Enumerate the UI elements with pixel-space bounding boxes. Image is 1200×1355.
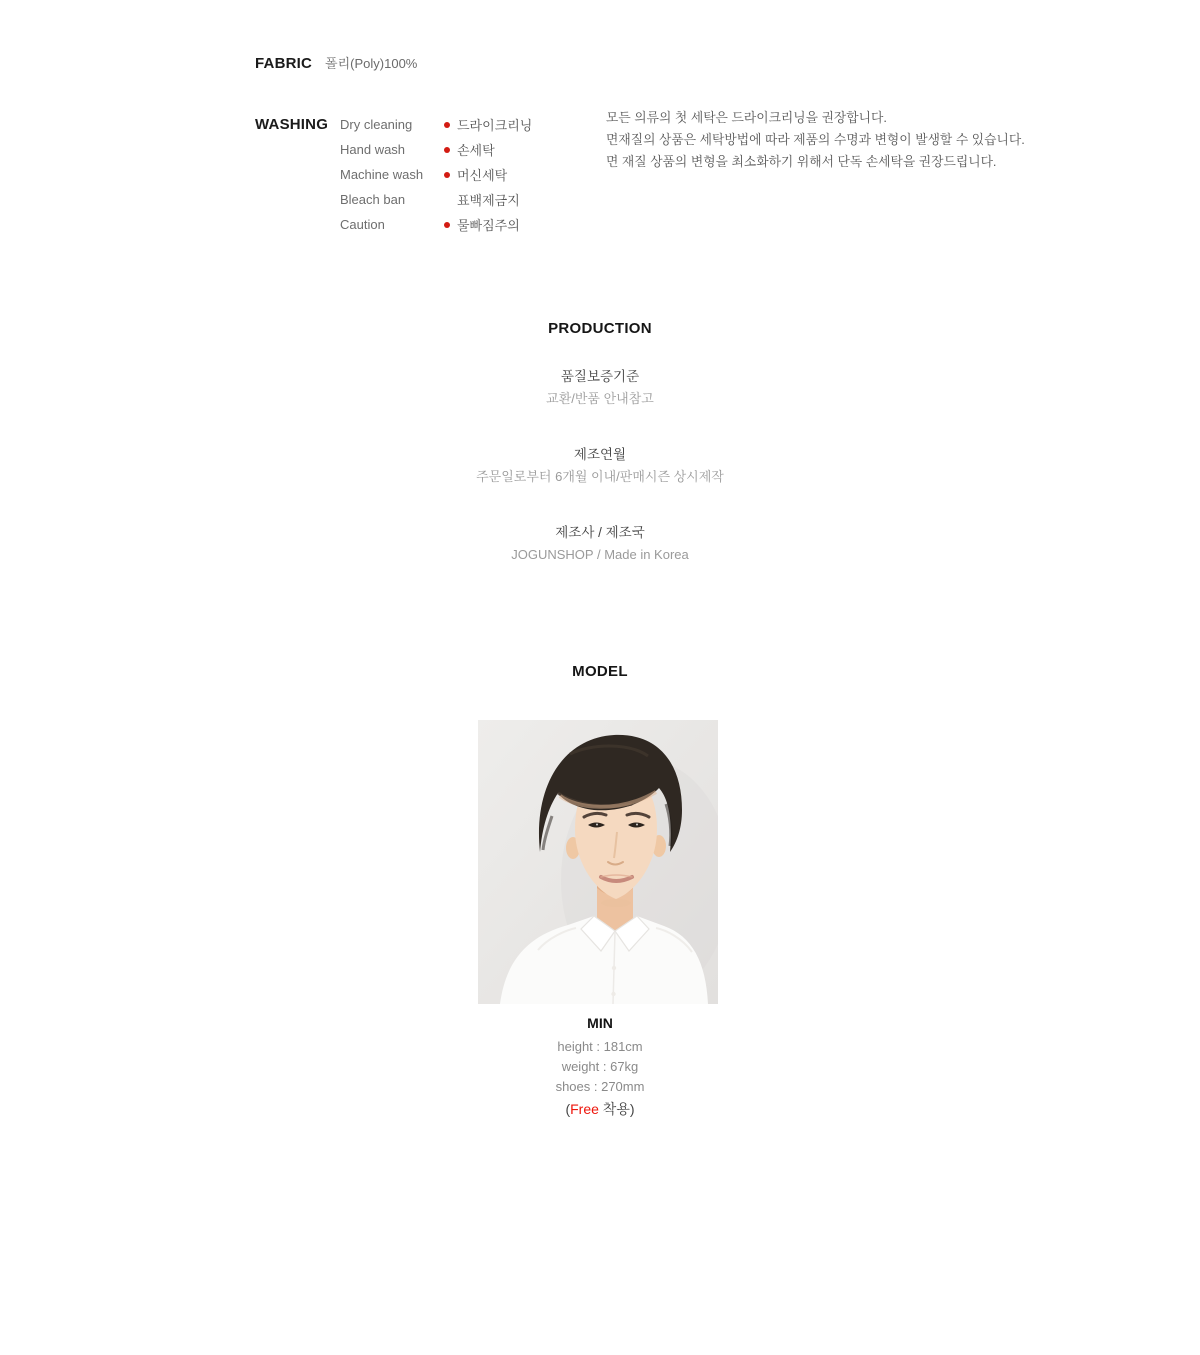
model-name: MIN — [587, 1015, 613, 1031]
fit-note-paren: ( — [565, 1101, 571, 1117]
model-stats — [0, 1037, 1200, 1097]
model-stat-height: height : 181cm — [557, 1039, 643, 1054]
red-dot-icon — [444, 147, 450, 153]
model-stat-weight: weight : 67kg — [561, 1059, 639, 1074]
washing-row-caution — [340, 212, 532, 237]
model-stat-shoes: shoes : 270mm — [555, 1079, 645, 1094]
production-item-manufacturer — [0, 523, 1200, 565]
model-title: MODEL — [572, 663, 628, 680]
production-item-heading: 제조사 / 제조국 — [555, 525, 645, 540]
washing-note-line: 면재질의 상품은 세탁방법에 따라 제품의 수명과 변형이 발생할 수 있습니다. — [606, 132, 1025, 147]
care-method-en: Caution — [340, 217, 385, 232]
model-photo — [478, 720, 718, 1004]
production-item-manufacture-date — [0, 445, 1200, 487]
washing-row-hand-wash — [340, 137, 532, 162]
fabric-value: 폴리(Poly)100% — [325, 56, 418, 71]
fabric-section — [255, 53, 417, 72]
washing-care-list — [340, 112, 532, 237]
care-method-ko: 물빠짐주의 — [457, 218, 520, 233]
production-title: PRODUCTION — [548, 320, 652, 337]
care-method-ko: 손세탁 — [457, 143, 495, 158]
washing-label: WASHING — [255, 116, 329, 133]
production-item-warranty — [0, 367, 1200, 409]
care-method-en: Dry cleaning — [340, 117, 413, 132]
red-dot-icon — [444, 172, 450, 178]
washing-row-machine-wash — [340, 162, 532, 187]
washing-row-dry-cleaning — [340, 112, 532, 137]
red-dot-icon — [444, 122, 450, 128]
washing-note-line: 모든 의류의 첫 세탁은 드라이크리닝을 권장합니다. — [606, 110, 887, 125]
washing-note-line: 면 재질 상품의 변형을 최소화하기 위해서 단독 손세탁을 권장드립니다. — [606, 154, 997, 169]
care-method-ko: 표백제금지 — [457, 193, 520, 208]
production-item-value: 교환/반품 안내참고 — [546, 391, 654, 406]
care-method-en: Bleach ban — [340, 192, 406, 207]
production-item-value: 주문일로부터 6개월 이내/판매시즌 상시제작 — [476, 469, 724, 484]
care-method-ko: 드라이크리닝 — [457, 118, 533, 133]
care-method-ko: 머신세탁 — [457, 168, 508, 183]
red-dot-icon — [444, 222, 450, 228]
model-fit-note — [0, 1099, 1200, 1119]
model-portrait-image — [478, 720, 718, 1004]
fabric-label: FABRIC — [255, 55, 313, 72]
washing-notes — [606, 107, 1025, 173]
care-method-en: Hand wash — [340, 142, 406, 157]
care-method-en: Machine wash — [340, 167, 424, 182]
production-item-heading: 제조연월 — [573, 447, 627, 462]
fit-note-size: Free — [570, 1101, 599, 1117]
fit-note-rest: 착용) — [598, 1101, 635, 1117]
washing-row-bleach-ban — [340, 187, 532, 212]
production-item-value: JOGUNSHOP / Made in Korea — [511, 547, 689, 562]
production-item-heading: 품질보증기준 — [560, 369, 640, 384]
